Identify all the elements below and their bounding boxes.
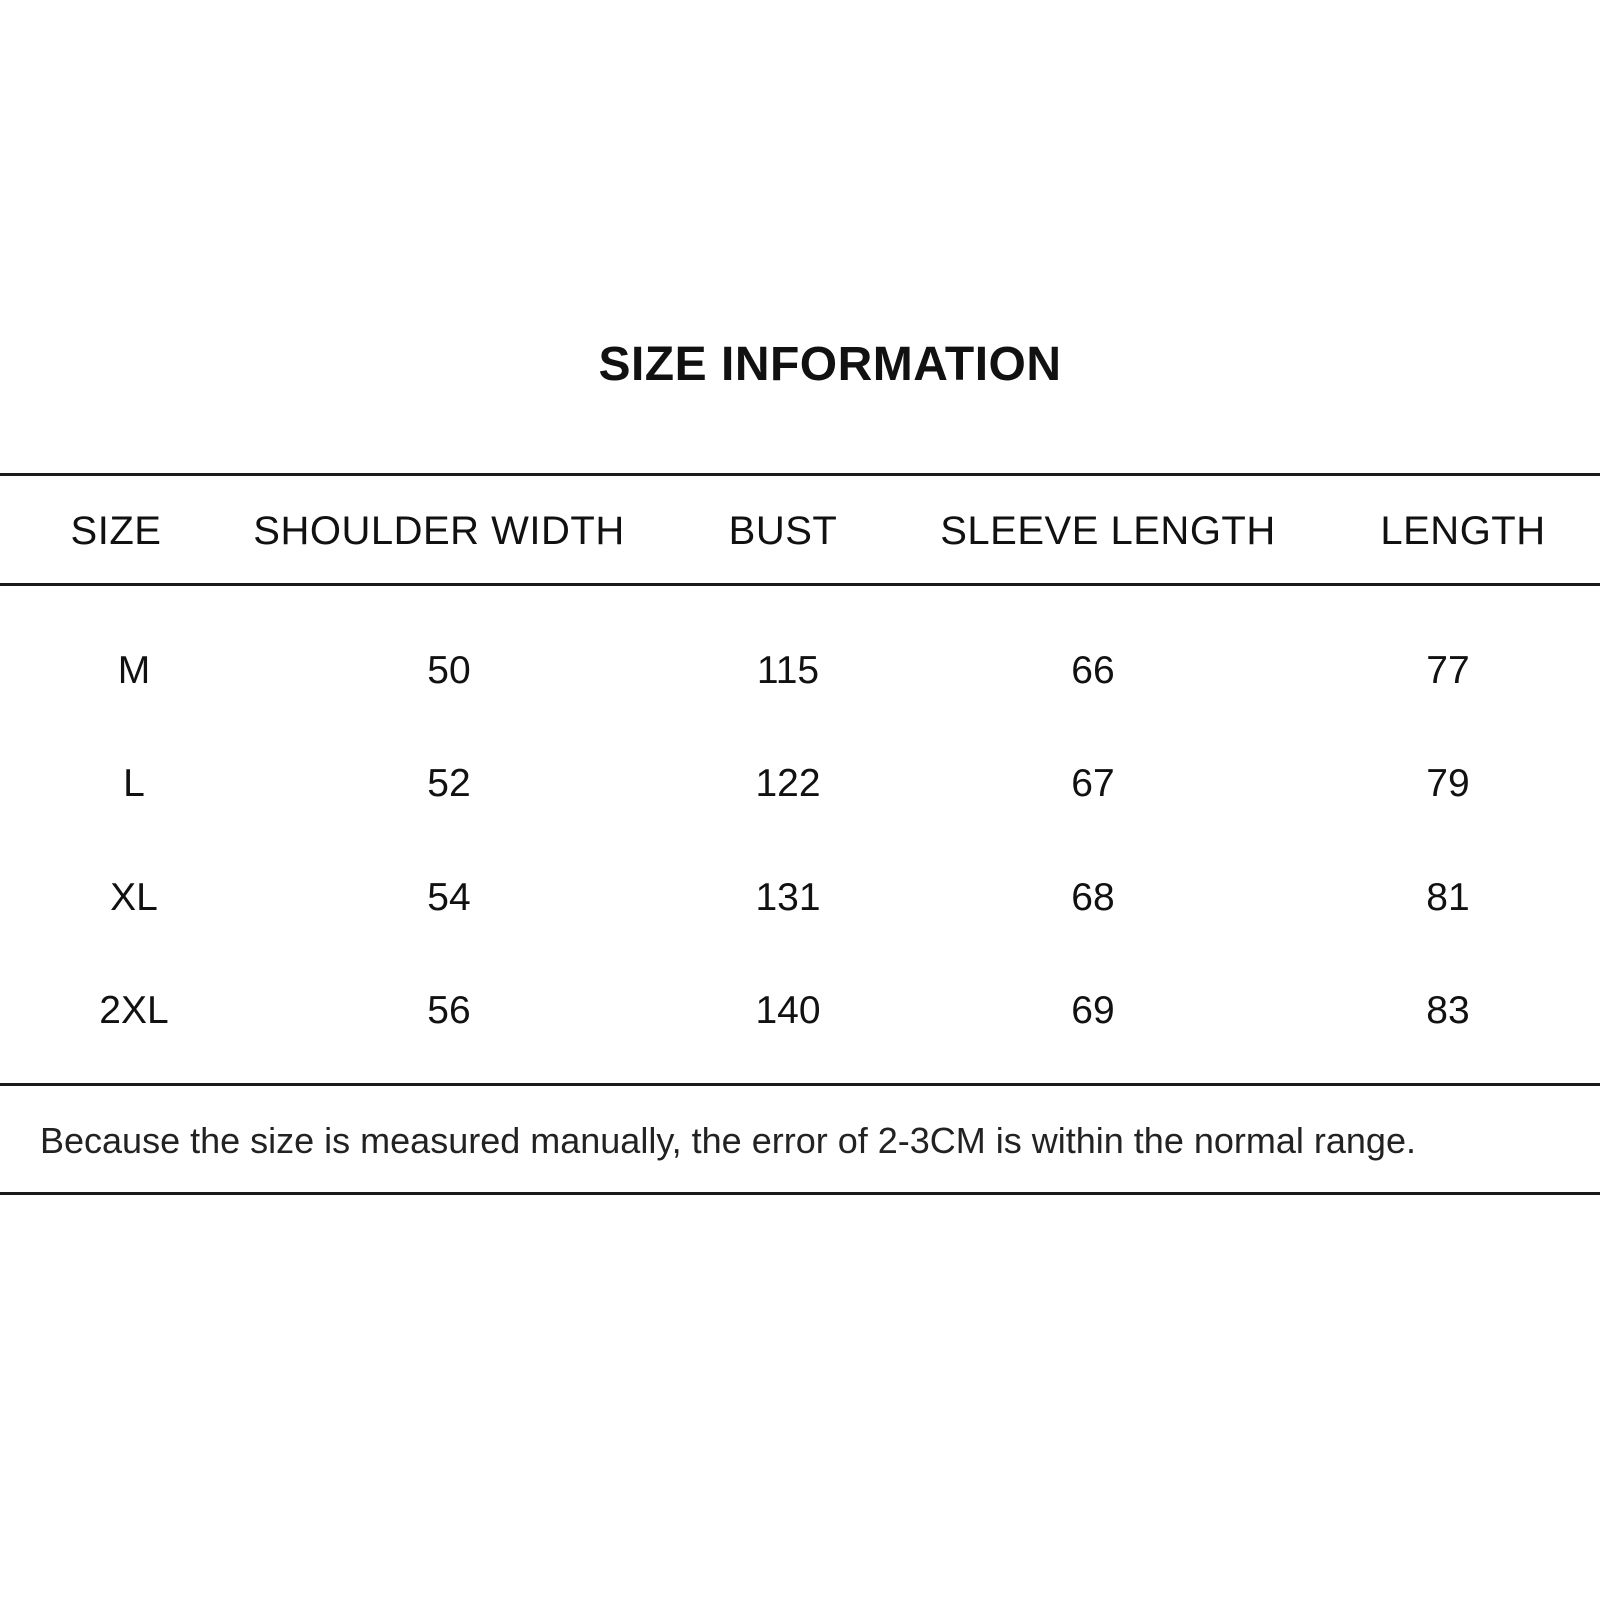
cell-bust: 122 xyxy=(755,762,821,805)
table-row xyxy=(0,641,1600,701)
cell-size: M xyxy=(117,649,151,692)
cell-length: 83 xyxy=(1426,989,1470,1032)
header-bust: BUST xyxy=(728,509,838,553)
table-row xyxy=(0,981,1600,1041)
cell-shoulder-width: 50 xyxy=(427,649,471,692)
cell-bust: 131 xyxy=(755,876,821,919)
cell-bust: 140 xyxy=(755,989,821,1032)
cell-length: 81 xyxy=(1426,876,1470,919)
cell-length: 77 xyxy=(1426,649,1470,692)
table-top-rule xyxy=(0,473,1600,476)
cell-sleeve-length: 69 xyxy=(1071,989,1115,1032)
cell-length: 79 xyxy=(1426,762,1470,805)
cell-size: L xyxy=(123,762,145,805)
table-bottom-rule xyxy=(0,1083,1600,1086)
measurement-note: Because the size is measured manually, the error of 2-3CM is within the normal range. xyxy=(40,1120,1416,1161)
header-bottom-rule xyxy=(0,583,1600,586)
cell-shoulder-width: 52 xyxy=(427,762,471,805)
table-row xyxy=(0,868,1600,928)
page-title: SIZE INFORMATION xyxy=(598,338,1062,391)
cell-size: 2XL xyxy=(99,989,169,1032)
cell-sleeve-length: 66 xyxy=(1071,649,1115,692)
cell-size: XL xyxy=(110,876,158,919)
table-row xyxy=(0,754,1600,814)
cell-sleeve-length: 68 xyxy=(1071,876,1115,919)
header-size: SIZE xyxy=(70,509,162,553)
table-header-row xyxy=(0,501,1600,561)
cell-bust: 115 xyxy=(756,649,820,692)
cell-shoulder-width: 54 xyxy=(427,876,471,919)
header-sleeve-length: SLEEVE LENGTH xyxy=(940,509,1276,553)
cell-shoulder-width: 56 xyxy=(427,989,471,1032)
cell-sleeve-length: 67 xyxy=(1071,762,1115,805)
header-shoulder-width: SHOULDER WIDTH xyxy=(253,509,625,553)
header-length: LENGTH xyxy=(1380,509,1546,553)
note-bottom-rule xyxy=(0,1192,1600,1195)
